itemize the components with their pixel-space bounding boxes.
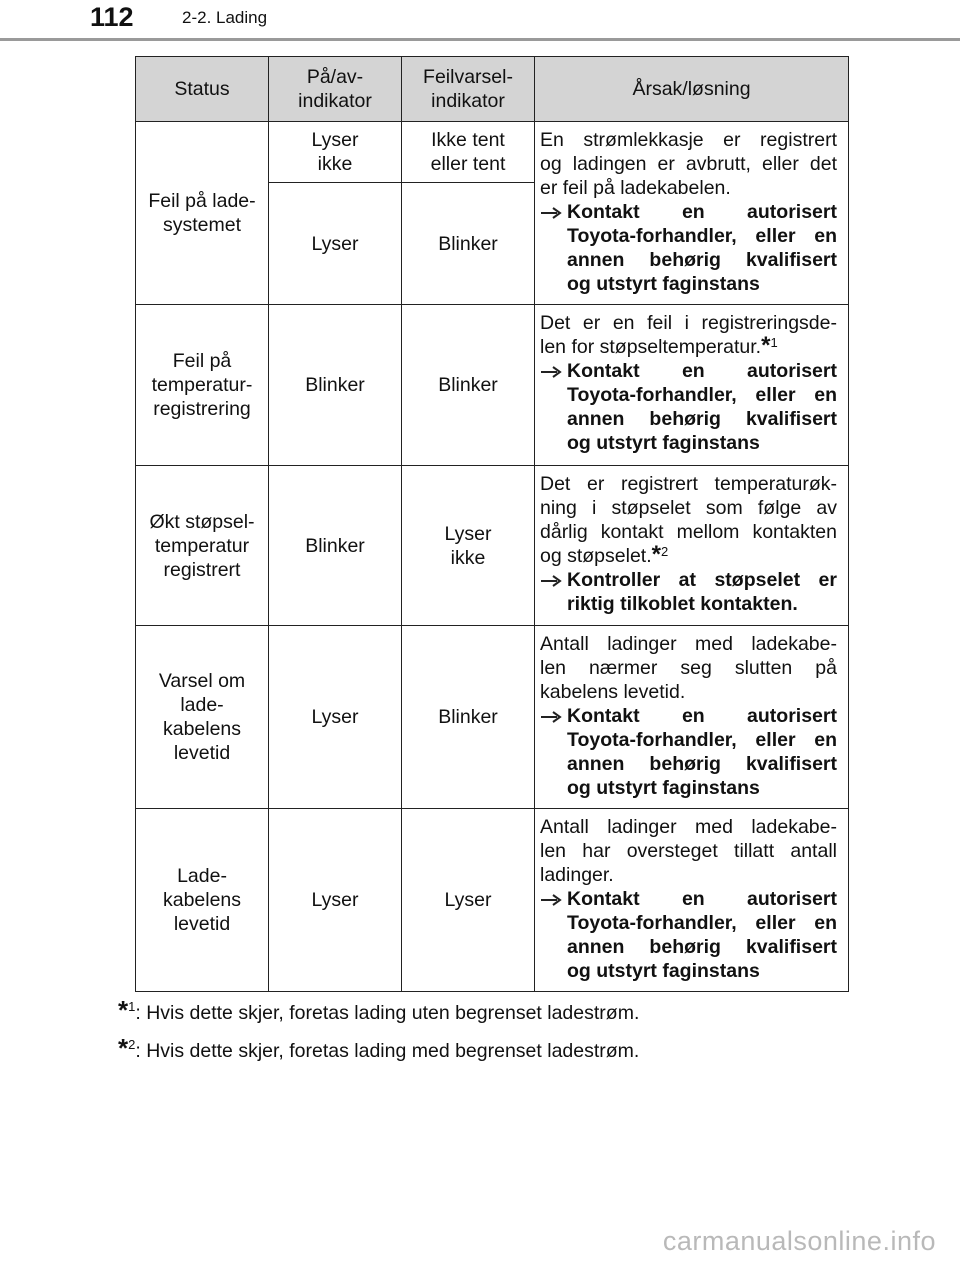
footnote-ref-number: 2 bbox=[660, 544, 669, 559]
footnote-number: 1 bbox=[128, 999, 136, 1014]
cause-text bbox=[540, 815, 837, 887]
cause-line: ning i støpselet som følge av bbox=[540, 497, 837, 519]
cause-text bbox=[540, 632, 837, 704]
footnote-2 bbox=[118, 1033, 640, 1063]
solution-line: riktig tilkoblet kontakten. bbox=[567, 593, 798, 615]
solution-line: Kontakt en autorisert bbox=[567, 888, 837, 910]
solution-line: Kontakt en autorisert bbox=[567, 705, 837, 727]
status-cell: Lade- kabelens levetid bbox=[136, 809, 269, 992]
solution bbox=[540, 200, 837, 296]
column-header-status: Status bbox=[136, 57, 269, 122]
cause-text bbox=[540, 311, 837, 359]
table-row bbox=[136, 122, 849, 183]
cause-line: dårlig kontakt mellom kontakten bbox=[540, 521, 837, 543]
arrow-right-icon bbox=[540, 568, 567, 592]
cause-line: En strømlekkasje er registrert bbox=[540, 129, 837, 151]
column-header-onoff: På/av- indikator bbox=[269, 57, 402, 122]
footnote-text: : Hvis dette skjer, foretas lading med begrenset ladestrøm. bbox=[135, 1040, 640, 1062]
cause-text bbox=[540, 128, 837, 200]
table-header-row bbox=[136, 57, 849, 122]
table-row bbox=[136, 809, 849, 992]
watermark: carmanualsonline.info bbox=[662, 1226, 936, 1256]
cause-line: ladinger. bbox=[540, 864, 614, 886]
cause-line: kabelens levetid. bbox=[540, 681, 686, 703]
solution-line: Toyota-forhandler, eller en bbox=[567, 225, 837, 247]
header-divider bbox=[0, 38, 960, 41]
solution-line: Toyota-forhandler, eller en bbox=[567, 912, 837, 934]
cause-line: len har oversteget tillatt antall bbox=[540, 840, 837, 862]
solution bbox=[540, 568, 837, 616]
warning-cell: Blinker bbox=[402, 305, 535, 466]
solution-line: annen behørig kvalifisert bbox=[567, 249, 837, 271]
footnote-ref-asterisk: * bbox=[651, 541, 661, 568]
solution-line: Toyota-forhandler, eller en bbox=[567, 729, 837, 751]
status-cell: Feil på lade- systemet bbox=[136, 122, 269, 305]
solution bbox=[540, 704, 837, 800]
table-row bbox=[136, 466, 849, 626]
arrow-right-icon bbox=[540, 704, 567, 728]
footnote-ref-number: 1 bbox=[770, 335, 778, 350]
warning-cell: Lyser bbox=[402, 809, 535, 992]
arrow-right-icon bbox=[540, 887, 567, 911]
solution-line: og utstyrt faginstans bbox=[567, 273, 760, 295]
footnote-asterisk: * bbox=[118, 995, 129, 1025]
table-row bbox=[136, 626, 849, 809]
footnote-ref-asterisk: * bbox=[761, 332, 771, 359]
warning-cell: Lyser ikke bbox=[402, 466, 535, 626]
solution-line: Kontakt en autorisert bbox=[567, 201, 837, 223]
solution bbox=[540, 887, 837, 983]
footnote-1 bbox=[118, 995, 640, 1025]
page-number: 112 bbox=[90, 2, 134, 32]
cause-cell bbox=[535, 809, 849, 992]
column-header-warning: Feilvarsel- indikator bbox=[402, 57, 535, 122]
solution-line: annen behørig kvalifisert bbox=[567, 936, 837, 958]
status-cell: Økt støpsel- temperatur registrert bbox=[136, 466, 269, 626]
cause-cell bbox=[535, 122, 849, 305]
cause-line: og støpselet.*$^2$ bbox=[540, 541, 669, 568]
onoff-cell: Blinker bbox=[269, 466, 402, 626]
table-row bbox=[136, 305, 849, 466]
status-cell: Feil på temperatur- registrering bbox=[136, 305, 269, 466]
onoff-cell: Blinker bbox=[269, 305, 402, 466]
cause-cell bbox=[535, 466, 849, 626]
solution-line: Kontroller at støpselet er bbox=[567, 569, 837, 591]
onoff-cell: Lyser bbox=[269, 183, 402, 305]
cause-line: Antall ladinger med ladekabe- bbox=[540, 816, 837, 838]
footnote-number: 2 bbox=[128, 1037, 136, 1052]
status-cell: Varsel om lade- kabelens levetid bbox=[136, 626, 269, 809]
warning-cell: Blinker bbox=[402, 626, 535, 809]
cause-text bbox=[540, 472, 837, 568]
cause-line: len for støpseltemperatur.*$^1$ bbox=[540, 332, 778, 359]
solution-line: og utstyrt faginstans bbox=[567, 777, 760, 799]
cause-line: Antall ladinger med ladekabe- bbox=[540, 633, 837, 655]
solution-line: og utstyrt faginstans bbox=[567, 432, 760, 454]
solution-line: annen behørig kvalifisert bbox=[567, 408, 837, 430]
warning-cell: Blinker bbox=[402, 183, 535, 305]
onoff-cell: Lyser ikke bbox=[269, 122, 402, 183]
arrow-right-icon bbox=[540, 200, 567, 224]
cause-line: Det er en feil i registreringsde- bbox=[540, 312, 837, 334]
footnote-text: : Hvis dette skjer, foretas lading uten begrenset ladestrøm. bbox=[135, 1002, 640, 1024]
onoff-cell: Lyser bbox=[269, 626, 402, 809]
cause-line: er feil på ladekabelen. bbox=[540, 177, 731, 199]
arrow-right-icon bbox=[540, 359, 567, 383]
indicator-table bbox=[135, 56, 849, 992]
solution-line: og utstyrt faginstans bbox=[567, 960, 760, 982]
cause-line: len nærmer seg slutten på bbox=[540, 657, 837, 679]
solution-line: Kontakt en autorisert bbox=[567, 360, 837, 382]
footnote-asterisk: * bbox=[118, 1033, 129, 1063]
solution bbox=[540, 359, 837, 455]
onoff-cell: Lyser bbox=[269, 809, 402, 992]
warning-cell: Ikke tent eller tent bbox=[402, 122, 535, 183]
solution-line: annen behørig kvalifisert bbox=[567, 753, 837, 775]
cause-cell bbox=[535, 626, 849, 809]
cause-line: og ladingen er avbrutt, eller det bbox=[540, 153, 837, 175]
cause-cell bbox=[535, 305, 849, 466]
section-title: 2-2. Lading bbox=[182, 8, 268, 27]
solution-line: Toyota-forhandler, eller en bbox=[567, 384, 837, 406]
cause-line: Det er registrert temperaturøk- bbox=[540, 473, 837, 495]
column-header-cause: Årsak/løsning bbox=[535, 57, 849, 122]
